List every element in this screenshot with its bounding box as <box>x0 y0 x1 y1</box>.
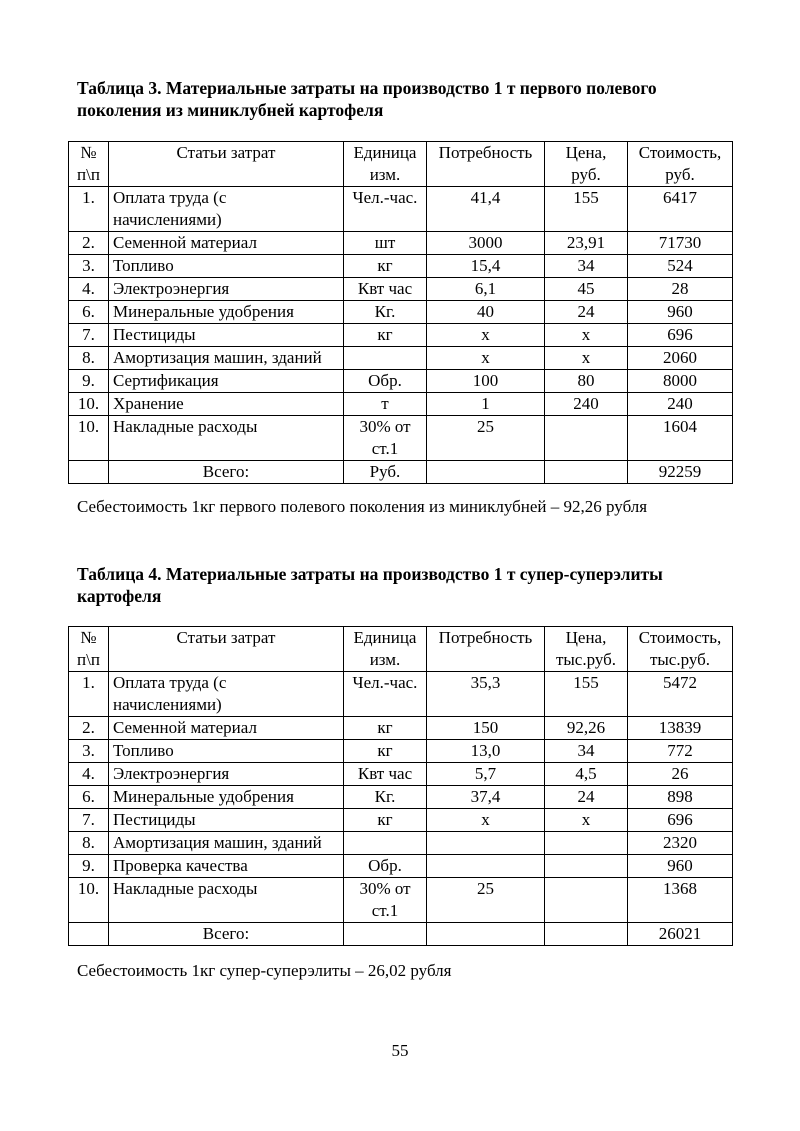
total-unit <box>344 923 427 946</box>
table-cell <box>545 855 628 878</box>
table-cell: Семенной материал <box>109 232 344 255</box>
table-cell: 80 <box>545 370 628 393</box>
table-cell: Оплата труда (с начислениями) <box>109 187 344 232</box>
column-header: № п\п <box>69 142 109 187</box>
table-cell: 155 <box>545 187 628 232</box>
table-cell <box>427 461 545 484</box>
table-cell: Топливо <box>109 740 344 763</box>
table-cell: 524 <box>628 255 733 278</box>
table-cell: х <box>545 324 628 347</box>
column-header: Потребность <box>427 142 545 187</box>
table-row <box>69 278 733 301</box>
table-cell <box>545 878 628 923</box>
table-cell: 34 <box>545 740 628 763</box>
table3-body <box>69 142 733 484</box>
table-cell: 772 <box>628 740 733 763</box>
table-cell: 898 <box>628 786 733 809</box>
table-cell <box>427 832 545 855</box>
table-cell: 15,4 <box>427 255 545 278</box>
table-cell: 3000 <box>427 232 545 255</box>
table-cell: 41,4 <box>427 187 545 232</box>
table-cell: 5472 <box>628 672 733 717</box>
column-header: Статьи затрат <box>109 142 344 187</box>
table-cell: 696 <box>628 324 733 347</box>
table-cell: шт <box>344 232 427 255</box>
table-cell: Обр. <box>344 855 427 878</box>
table4-caption <box>77 563 737 607</box>
table-cell: 240 <box>628 393 733 416</box>
column-header: Цена, тыс.руб. <box>545 627 628 672</box>
table-cell: 6. <box>69 786 109 809</box>
table-row <box>69 672 733 717</box>
table-cell: 10. <box>69 878 109 923</box>
table-cell: 2. <box>69 232 109 255</box>
table-row <box>69 717 733 740</box>
table-cell <box>545 461 628 484</box>
table-cell: Накладные расходы <box>109 416 344 461</box>
column-header: Статьи затрат <box>109 627 344 672</box>
table-cell: Квт час <box>344 763 427 786</box>
table-cell: 8. <box>69 347 109 370</box>
table-cell: Минеральные удобрения <box>109 301 344 324</box>
table-row <box>69 763 733 786</box>
table-cell: Семенной материал <box>109 717 344 740</box>
table-cell: х <box>427 809 545 832</box>
table-cell: 9. <box>69 855 109 878</box>
table-cell: 71730 <box>628 232 733 255</box>
column-header: Стоимость, тыс.руб. <box>628 627 733 672</box>
table-cell: Пестициды <box>109 324 344 347</box>
table4-title: Таблица 4. Материальные затраты на производство 1 т супер-суперэлиты картофеля <box>77 564 663 606</box>
table-cell: Чел.-час. <box>344 187 427 232</box>
table-cell: 6417 <box>628 187 733 232</box>
table-cell: х <box>545 809 628 832</box>
table-cell: 240 <box>545 393 628 416</box>
table-cell: 34 <box>545 255 628 278</box>
table-cell <box>344 347 427 370</box>
table-cell: 28 <box>628 278 733 301</box>
table-cell: 150 <box>427 717 545 740</box>
table-cell: 7. <box>69 324 109 347</box>
table-cell: х <box>427 324 545 347</box>
table-cell <box>545 832 628 855</box>
table-cell: т <box>344 393 427 416</box>
table-row <box>69 393 733 416</box>
table-cell: кг <box>344 809 427 832</box>
column-header: № п\п <box>69 627 109 672</box>
table-cell: 8000 <box>628 370 733 393</box>
table-cell: Накладные расходы <box>109 878 344 923</box>
table-cell: кг <box>344 255 427 278</box>
table-cell <box>69 461 109 484</box>
table-cell: 2320 <box>628 832 733 855</box>
table-row <box>69 347 733 370</box>
table-cell: 13839 <box>628 717 733 740</box>
table-cell: 1. <box>69 672 109 717</box>
table-cell: 13,0 <box>427 740 545 763</box>
table-cell: 30% от ст.1 <box>344 416 427 461</box>
table-cell: 5,7 <box>427 763 545 786</box>
header-row <box>69 142 733 187</box>
table-cell: Минеральные удобрения <box>109 786 344 809</box>
table-cell <box>344 832 427 855</box>
total-unit: Руб. <box>344 461 427 484</box>
table-cell: Электроэнергия <box>109 763 344 786</box>
table-cell <box>427 855 545 878</box>
table-cell: 30% от ст.1 <box>344 878 427 923</box>
table-cell: Электроэнергия <box>109 278 344 301</box>
table-cell: кг <box>344 740 427 763</box>
total-value: 92259 <box>628 461 733 484</box>
table-cell: 696 <box>628 809 733 832</box>
table3-caption <box>77 77 737 121</box>
table-cell: 23,91 <box>545 232 628 255</box>
table-cell: 1 <box>427 393 545 416</box>
table-cell: Проверка качества <box>109 855 344 878</box>
table-cell: 26 <box>628 763 733 786</box>
table-row <box>69 232 733 255</box>
table-cell: Чел.-час. <box>344 672 427 717</box>
column-header: Потребность <box>427 627 545 672</box>
table-cell: Хранение <box>109 393 344 416</box>
table-cell: Квт час <box>344 278 427 301</box>
table-row <box>69 255 733 278</box>
table-cell: Оплата труда (с начислениями) <box>109 672 344 717</box>
table-cell: 24 <box>545 301 628 324</box>
table-row <box>69 187 733 232</box>
table4-note: Себестоимость 1кг супер-суперэлиты – 26,02 рубля <box>77 961 452 980</box>
table4-body <box>69 627 733 946</box>
table-cell: 25 <box>427 878 545 923</box>
table-cell: 45 <box>545 278 628 301</box>
table-row <box>69 324 733 347</box>
table3-title: Таблица 3. Материальные затраты на производство 1 т первого полевого поколения из миниклубней картофеля <box>77 78 657 120</box>
table-cell: 4,5 <box>545 763 628 786</box>
table-row <box>69 740 733 763</box>
header-row <box>69 627 733 672</box>
table-cell: 92,26 <box>545 717 628 740</box>
table-cell: 4. <box>69 763 109 786</box>
table-cell: 4. <box>69 278 109 301</box>
total-value: 26021 <box>628 923 733 946</box>
table-cell: Обр. <box>344 370 427 393</box>
table-cell: 6. <box>69 301 109 324</box>
table-cell <box>427 923 545 946</box>
table-row <box>69 855 733 878</box>
table-cell: 6,1 <box>427 278 545 301</box>
table-cell: Амортизация машин, зданий <box>109 832 344 855</box>
table-cell: 100 <box>427 370 545 393</box>
table-row <box>69 809 733 832</box>
total-label: Всего: <box>109 923 344 946</box>
table-cell: х <box>427 347 545 370</box>
table-cell: 8. <box>69 832 109 855</box>
table-cell: 2. <box>69 717 109 740</box>
table-row <box>69 370 733 393</box>
total-row <box>69 923 733 946</box>
table3-note: Себестоимость 1кг первого полевого поколения из миниклубней – 92,26 рубля <box>77 497 648 516</box>
table-row <box>69 301 733 324</box>
table-cell: Кг. <box>344 301 427 324</box>
table-cell: 1368 <box>628 878 733 923</box>
table-row <box>69 832 733 855</box>
table-cell <box>545 416 628 461</box>
table-cell: 37,4 <box>427 786 545 809</box>
table-row <box>69 416 733 461</box>
total-label: Всего: <box>109 461 344 484</box>
table-cell: 24 <box>545 786 628 809</box>
table-cell: Амортизация машин, зданий <box>109 347 344 370</box>
table-cell: 155 <box>545 672 628 717</box>
table-cell: 2060 <box>628 347 733 370</box>
table-cell: 9. <box>69 370 109 393</box>
table3 <box>68 141 733 484</box>
table-cell: кг <box>344 324 427 347</box>
table-cell: 1604 <box>628 416 733 461</box>
table-cell: 40 <box>427 301 545 324</box>
table-cell: Пестициды <box>109 809 344 832</box>
table-cell <box>545 923 628 946</box>
table-cell: Кг. <box>344 786 427 809</box>
table-cell: 960 <box>628 855 733 878</box>
table-cell: Топливо <box>109 255 344 278</box>
table-cell: 10. <box>69 393 109 416</box>
table-cell: 3. <box>69 740 109 763</box>
table-cell: 960 <box>628 301 733 324</box>
table-cell: 35,3 <box>427 672 545 717</box>
table-cell: 7. <box>69 809 109 832</box>
table-cell: кг <box>344 717 427 740</box>
table-cell: 10. <box>69 416 109 461</box>
page-number: 55 <box>391 1041 409 1060</box>
column-header: Стоимость, руб. <box>628 142 733 187</box>
table-cell <box>69 923 109 946</box>
table-cell: 25 <box>427 416 545 461</box>
table4 <box>68 626 733 946</box>
table-cell: 3. <box>69 255 109 278</box>
total-row <box>69 461 733 484</box>
table-cell: х <box>545 347 628 370</box>
column-header: Единица изм. <box>344 627 427 672</box>
table-cell: Сертификация <box>109 370 344 393</box>
table-cell: 1. <box>69 187 109 232</box>
table-row <box>69 786 733 809</box>
column-header: Цена, руб. <box>545 142 628 187</box>
table-row <box>69 878 733 923</box>
column-header: Единица изм. <box>344 142 427 187</box>
